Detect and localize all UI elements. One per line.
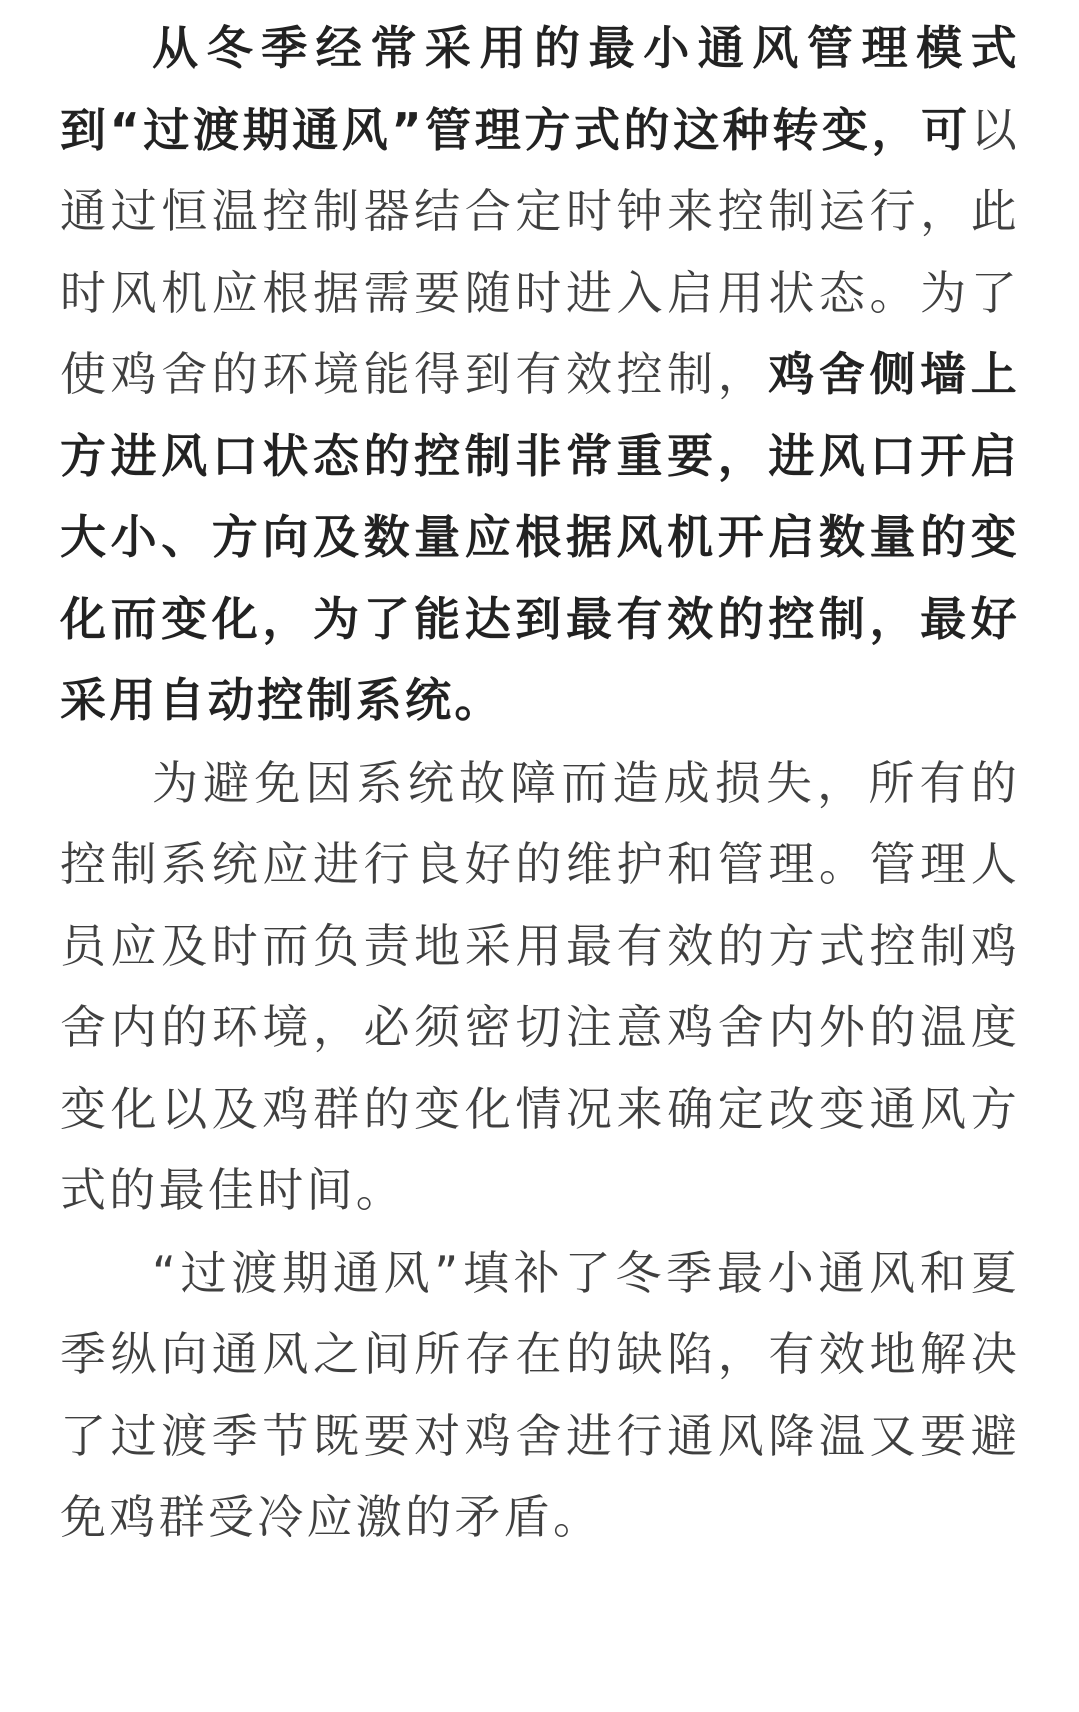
paragraph-transition-benefit: [60, 1233, 1020, 1559]
paragraph-text: 为避免因系统故障而造成损失，所有的控制系统应进行良好的维护和管理。管理人员应及时而负责地采用最有效的方式控制鸡舍内的环境，必须密切注意鸡舍内外的温度变化以及鸡群的变化情况来确定改变通风方式的最佳时间。: [60, 755, 1020, 1217]
bold-text-air-inlet: 鸡舍侧墙上方进风口状态的控制非常重要，进风口开启大小、方向及数量应根据风机开启数量的变化而变化，为了能达到最有效的控制，最好采用自动控制系统。: [60, 347, 1021, 727]
paragraph-text: 以通过恒温控制器结合定时钟来控制运行，此时风机应根据需要随时进入启用状态。为了使鸡舍的环境能得到有效控制，: [60, 102, 1020, 401]
bold-text-lead: 从冬季经常采用的最小通风管理模式到“过渡期通风”管理方式的这种转变，可: [60, 21, 1020, 157]
article-body: [60, 8, 1020, 1559]
paragraph-ventilation-transition: [60, 8, 1020, 742]
paragraph-text: “过渡期通风”填补了冬季最小通风和夏季纵向通风之间所存在的缺陷，有效地解决了过渡季节既要对鸡舍进行通风降温又要避免鸡群受冷应激的矛盾。: [60, 1245, 1020, 1544]
paragraph-system-maintenance: [60, 743, 1020, 1232]
